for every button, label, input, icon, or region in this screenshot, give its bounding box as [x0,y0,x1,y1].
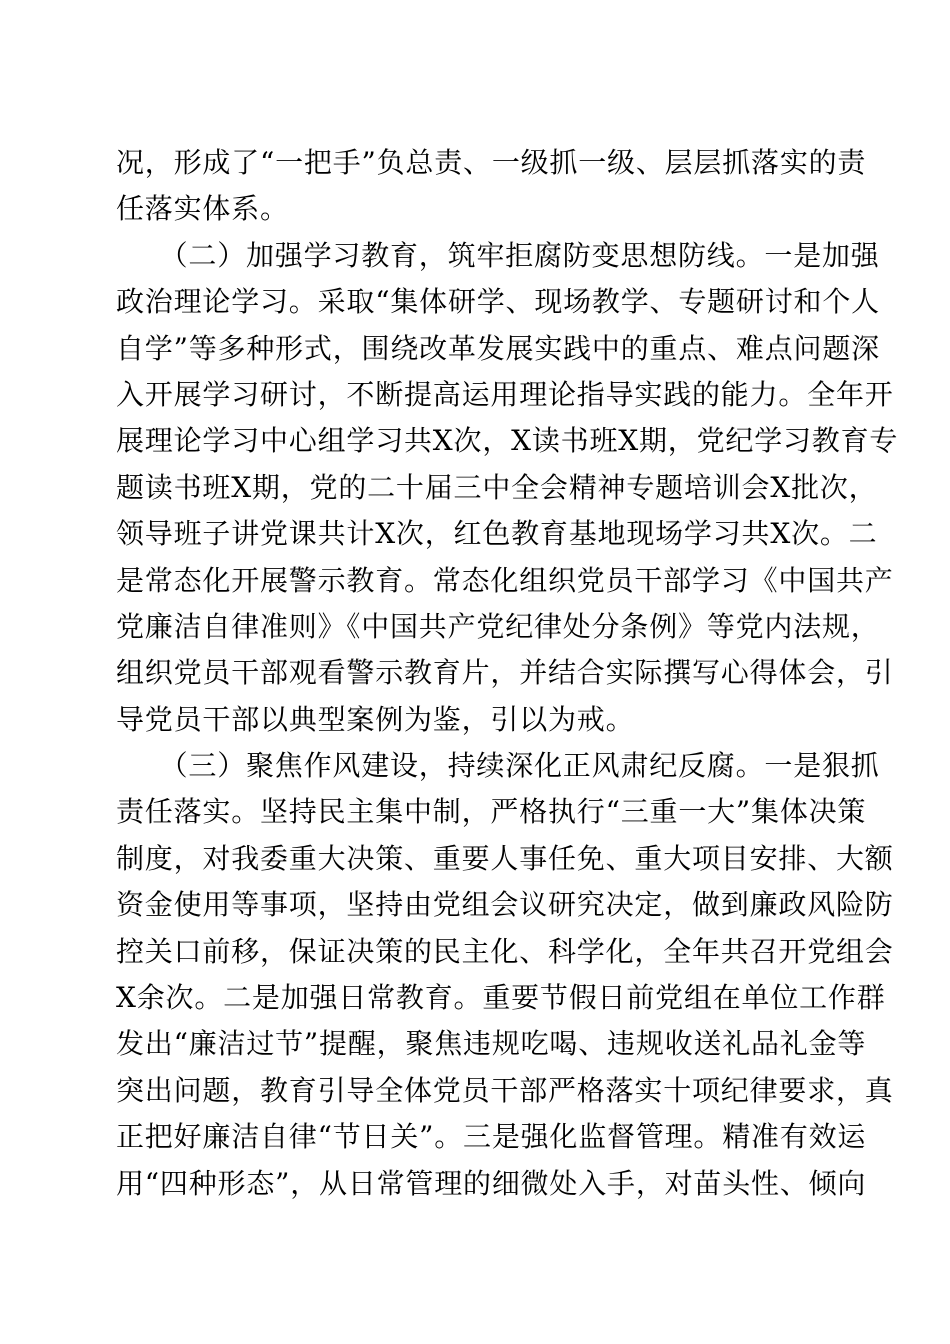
text-line: 制度，对我委重大决策、重要人事任免、重大项目安排、大额 [116,841,894,875]
text-line: 组织党员干部观看警示教育片，并结合实际撰写心得体会，引 [116,656,894,690]
text-line: 用“四种形态”，从日常管理的细微处入手，对苗头性、倾向 [116,1166,867,1200]
text-line: 任落实体系。 [116,192,289,226]
text-line: 党廉洁自律准则》《中国共产党纪律处分条例》等党内法规， [116,609,880,643]
text-line: 入开展学习研讨，不断提高运用理论指导实践的能力。全年开 [116,377,894,411]
text-line: 展理论学习中心组学习共X次，X读书班X期，党纪学习教育专 [116,424,899,458]
body-text [116,140,899,1207]
text-line: 政治理论学习。采取“集体研学、现场教学、专题研讨和个人 [116,285,880,319]
section-heading-line: （二）加强学习教育，筑牢拒腐防变思想防线。一是加强 [116,238,880,272]
text-line: X余次。二是加强日常教育。重要节假日前党组在单位工作群 [116,981,886,1015]
text-line: 题读书班X期，党的二十届三中全会精神专题培训会X批次， [116,470,878,504]
text-line: 是常态化开展警示教育。常态化组织党员干部学习《中国共产 [116,563,894,597]
text-line: 况，形成了“一把手”负总责、一级抓一级、层层抓落实的责 [116,146,867,179]
text-line: 领导班子讲党课共计X次，红色教育基地现场学习共X次。二 [116,517,878,551]
text-line: 正把好廉洁自律“节日关”。三是强化监督管理。精准有效运 [116,1120,867,1154]
text-line: 责任落实。坚持民主集中制，严格执行“三重一大”集体决策 [116,795,867,829]
text-line: 发出“廉洁过节”提醒，聚焦违规吃喝、违规收送礼品礼金等 [116,1027,867,1061]
text-line: 资金使用等事项，坚持由党组会议研究决定，做到廉政风险防 [116,888,894,922]
text-line: 自学”等多种形式，围绕改革发展实践中的重点、难点问题深 [116,331,880,365]
text-line: 控关口前移，保证决策的民主化、科学化，全年共召开党组会 [116,934,894,968]
section-heading-line: （三）聚焦作风建设，持续深化正风肃纪反腐。一是狠抓 [116,749,880,783]
text-line: 导党员干部以典型案例为鉴，引以为戒。 [116,702,635,736]
text-line: 突出问题，教育引导全体党员干部严格落实十项纪律要求，真 [116,1073,894,1107]
